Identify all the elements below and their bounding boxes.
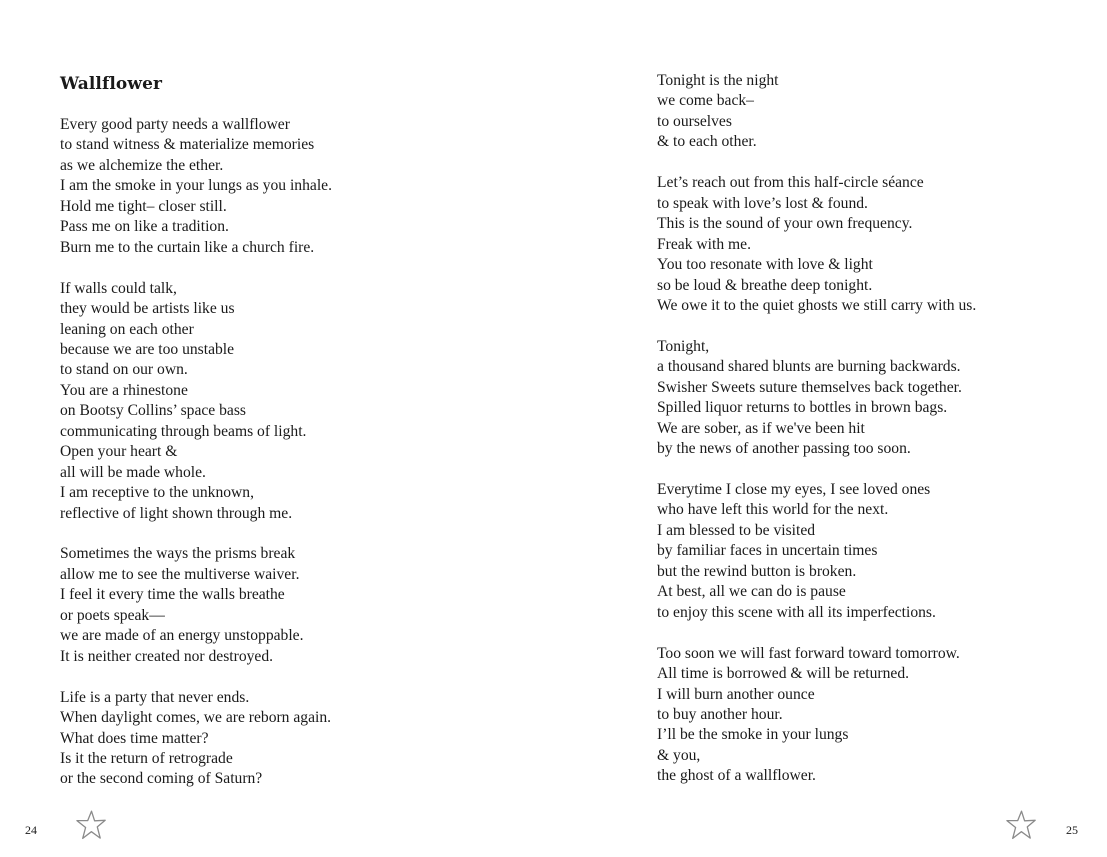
poem-line: Tonight, bbox=[657, 337, 710, 355]
poem-line: communicating through beams of light. bbox=[60, 422, 307, 440]
poem-line: You are a rhinestone bbox=[60, 381, 188, 399]
poem-line: Every good party needs a wallflower bbox=[60, 116, 290, 133]
poem-line: by familiar faces in uncertain times bbox=[657, 542, 878, 560]
poem-body-right bbox=[657, 71, 976, 787]
poem-line: to speak with love’s lost & found. bbox=[657, 194, 868, 212]
poem-line: leaning on each other bbox=[60, 320, 194, 338]
poem-line: I am the smoke in your lungs as you inhale. bbox=[60, 177, 332, 195]
poem-line: we come back– bbox=[657, 92, 754, 110]
poem-line: Is it the return of retrograde bbox=[60, 750, 233, 767]
poem-line: Pass me on like a tradition. bbox=[60, 218, 229, 236]
poem-line: We owe it to the quiet ghosts we still carry with us. bbox=[657, 296, 977, 314]
poem-line: We are sober, as if we've been hit bbox=[657, 419, 865, 437]
right-page bbox=[553, 0, 1107, 857]
poem-line: & to each other. bbox=[657, 133, 757, 151]
poem-line: they would be artists like us bbox=[60, 300, 235, 318]
page-number-right: 25 bbox=[1066, 823, 1078, 837]
poem-line: I’ll be the smoke in your lungs bbox=[657, 726, 849, 744]
poem-line: or poets speak— bbox=[60, 606, 165, 624]
poem-line: I am blessed to be visited bbox=[657, 521, 816, 539]
poem-line: Burn me to the curtain like a church fire. bbox=[60, 238, 315, 256]
poem-line: Swisher Sweets suture themselves back together. bbox=[657, 378, 962, 396]
poem-line: Hold me tight– closer still. bbox=[60, 197, 227, 215]
poem-stanza bbox=[60, 115, 332, 258]
poem-line: I am receptive to the unknown, bbox=[60, 484, 254, 502]
poem-line: because we are too unstable bbox=[60, 340, 235, 358]
page-number-left: 24 bbox=[25, 823, 37, 837]
poem-stanza bbox=[657, 173, 976, 316]
poem-line: to buy another hour. bbox=[657, 705, 783, 723]
star-outline-icon bbox=[74, 808, 108, 842]
poem-line: allow me to see the multiverse waiver. bbox=[60, 565, 300, 583]
star-outline-icon bbox=[1004, 808, 1038, 842]
poem-line: It is neither created nor destroyed. bbox=[60, 647, 274, 665]
poem-stanza bbox=[657, 480, 976, 623]
poem-line: to enjoy this scene with all its imperfections. bbox=[657, 603, 936, 621]
poem-line: who have left this world for the next. bbox=[657, 501, 889, 519]
poem-line: This is the sound of your own frequency. bbox=[657, 215, 913, 233]
poem-line: to ourselves bbox=[657, 112, 732, 130]
poem-line: Everytime I close my eyes, I see loved ones bbox=[657, 481, 931, 499]
poem-line: If walls could talk, bbox=[60, 279, 177, 297]
poem-line: Open your heart & bbox=[60, 443, 178, 461]
poem-line: Life is a party that never ends. bbox=[60, 688, 250, 706]
poem-line: to stand witness & materialize memories bbox=[60, 136, 315, 154]
poem-line: Freak with me. bbox=[657, 235, 751, 253]
poem-line: You too resonate with love & light bbox=[657, 256, 873, 274]
poem-line: I will burn another ounce bbox=[657, 685, 815, 703]
poem-line: on Bootsy Collins’ space bass bbox=[60, 402, 246, 420]
poem-line: At best, all we can do is pause bbox=[657, 583, 846, 601]
poem-stanza bbox=[657, 644, 976, 787]
poem-line: as we alchemize the ether. bbox=[60, 156, 224, 174]
poem-stanza bbox=[657, 337, 976, 460]
poem-line: Spilled liquor returns to bottles in brown bags. bbox=[657, 399, 948, 417]
poem-line: to stand on our own. bbox=[60, 361, 188, 379]
poem-line: What does time matter? bbox=[60, 729, 209, 747]
poem-stanza bbox=[60, 279, 332, 524]
poem-line: a thousand shared blunts are burning backwards. bbox=[657, 358, 961, 376]
left-page bbox=[0, 0, 553, 857]
poem-line: so be loud & breathe deep tonight. bbox=[657, 276, 873, 294]
poem-line: all will be made whole. bbox=[60, 463, 206, 481]
poem-line: Tonight is the night bbox=[657, 72, 779, 89]
poem-line: Let’s reach out from this half-circle séance bbox=[657, 174, 924, 192]
poem-line: All time is borrowed & will be returned. bbox=[657, 665, 910, 683]
poem-line: I feel it every time the walls breathe bbox=[60, 586, 285, 604]
poem-line: & you, bbox=[657, 746, 701, 764]
poem-body-left bbox=[60, 115, 332, 790]
poem-line: the ghost of a wallflower. bbox=[657, 767, 816, 785]
poem-title: Wallflower bbox=[60, 74, 163, 94]
poem-line: reflective of light shown through me. bbox=[60, 504, 293, 522]
poem-line: When daylight comes, we are reborn again. bbox=[60, 709, 332, 727]
poem-line: but the rewind button is broken. bbox=[657, 562, 857, 580]
poem-stanza bbox=[60, 688, 332, 790]
poem-line: we are made of an energy unstoppable. bbox=[60, 627, 304, 645]
poem-stanza bbox=[657, 71, 976, 153]
poem-line: Too soon we will fast forward toward tomorrow. bbox=[657, 644, 960, 662]
poem-line: by the news of another passing too soon. bbox=[657, 440, 911, 458]
poem-line: Sometimes the ways the prisms break bbox=[60, 545, 296, 563]
poem-line: or the second coming of Saturn? bbox=[60, 770, 263, 788]
poem-stanza bbox=[60, 544, 332, 667]
